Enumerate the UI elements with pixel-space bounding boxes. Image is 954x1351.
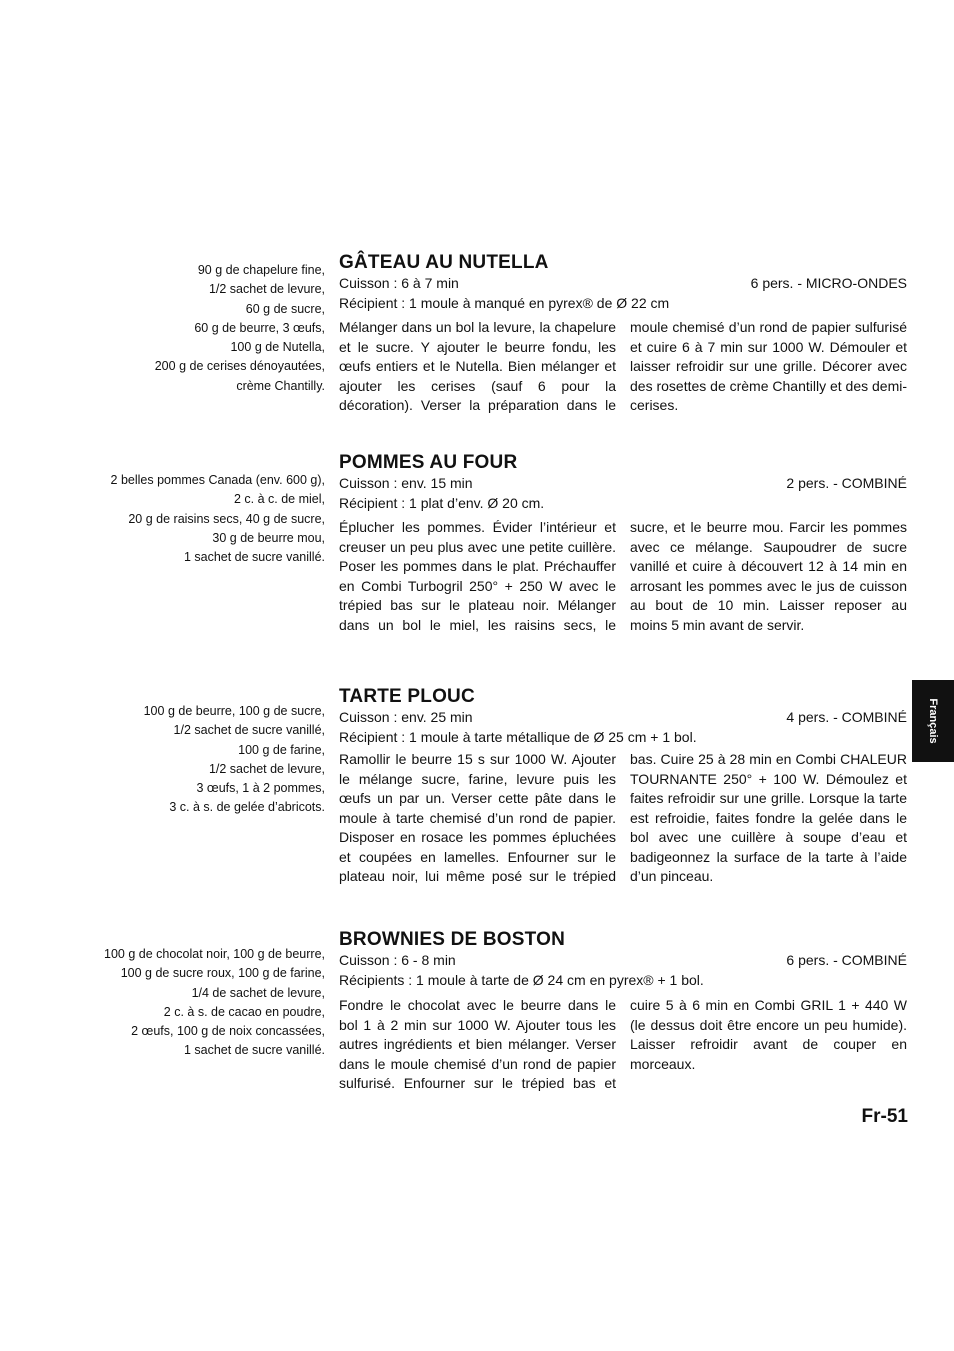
servings-mode: 4 pers. - COMBINÉ — [786, 709, 907, 725]
ingredient-line: 200 g de cerises dénoyautées, — [154, 359, 325, 374]
ingredient-line: 1/2 sachet de levure, — [208, 282, 325, 297]
ingredient-line: 2 c. à c. de miel, — [233, 492, 325, 507]
recipe-container: Récipient : 1 moule à tarte métallique de Ø 25 cm + 1 bol. — [339, 728, 697, 745]
recipe-main — [339, 929, 907, 1094]
recipe-meta — [339, 708, 907, 728]
recipe-title: POMMES AU FOUR — [339, 452, 518, 473]
recipe-main — [339, 686, 907, 887]
ingredient-line: 3 c. à s. de gelée d’abricots. — [169, 800, 325, 815]
servings-mode: 6 pers. - MICRO-ONDES — [750, 275, 907, 291]
ingredient-line: 20 g de raisins secs, 40 g de sucre, — [128, 511, 325, 526]
language-tab-label: Français — [927, 698, 939, 744]
ingredient-list — [25, 945, 325, 1061]
ingredient-line: 60 g de sucre, — [245, 301, 325, 316]
recipe-meta — [339, 474, 907, 494]
recipe-main — [339, 452, 907, 635]
ingredient-line: 1 sachet de sucre vanillé. — [183, 1043, 325, 1058]
ingredient-line: 1/4 de sachet de levure, — [191, 985, 325, 1000]
ingredient-line: 60 g de beurre, 3 œufs, — [194, 320, 325, 335]
ingredient-line: 1 sachet de sucre vanillé. — [183, 550, 325, 565]
recipe-container: Récipient : 1 moule à manqué en pyrex® de Ø 22 cm — [339, 294, 670, 311]
recipe-instructions: Ramollir le beurre 15 s sur 1000 W. Ajouter le mélange sucre, farine, levure puis les œufs un par un. Verser cette pâte dans le moule à tarte chemisé d’un rond de papier. Disposer en rosace les pommes épluchées et coupées en lamelles. Enfourner sur le plateau noir, lui même posé sur le trépied bas. Cuire 25 à 28 min en Combi CHALEUR TOURNANTE 250° + 100 W. Démoulez et faites refroidir sur une grille. Lorsque la tarte est refroidie, faites fondre la gelée dans le bol avec une cuillère à soupe d’eau et badigeonnez la surface de la tarte à l’aide d’un pinceau. — [339, 751, 907, 884]
recipe-title: BROWNIES DE BOSTON — [339, 929, 565, 950]
ingredient-line: 3 œufs, 1 à 2 pommes, — [196, 781, 325, 796]
recipe-meta — [339, 951, 907, 971]
ingredient-line: 2 belles pommes Canada (env. 600 g), — [110, 473, 325, 487]
ingredient-line: 100 g de sucre roux, 100 g de farine, — [120, 966, 325, 981]
recipe-instructions: Mélanger dans un bol la levure, la chapelure et le sucre. Y ajouter le beurre fondu, les œufs entiers et le Nutella. Bien mélanger et ajouter les cerises (sauf 6 pour la décoration). Verser la préparation dans le moule chemisé d’un rond de papier sulfurisé et cuire 6 à 7 min sur 1000 W. Démouler et laisser refroidir sur une grille. Décorer avec des rosettes de crème Chantilly et des demi-cerises. — [339, 319, 908, 413]
ingredient-line: 100 g de chocolat noir, 100 g de beurre, — [104, 947, 325, 961]
recipe-meta — [339, 274, 907, 294]
recipe-title: GÂTEAU AU NUTELLA — [339, 252, 549, 273]
ingredient-line: 100 g de Nutella, — [230, 340, 325, 355]
ingredient-line: 2 œufs, 100 g de noix concassées, — [131, 1024, 325, 1039]
cooking-time: Cuisson : 6 - 8 min — [339, 952, 456, 968]
ingredient-line: 1/2 sachet de sucre vanillé, — [173, 723, 325, 738]
ingredient-line: 30 g de beurre mou, — [212, 530, 325, 545]
ingredient-line: crème Chantilly. — [236, 378, 325, 393]
cooking-time: Cuisson : env. 15 min — [339, 475, 473, 491]
recipe-container: Récipients : 1 moule à tarte de Ø 24 cm en pyrex® + 1 bol. — [339, 971, 704, 988]
ingredient-line: 1/2 sachet de levure, — [208, 761, 325, 776]
ingredient-list — [25, 702, 325, 818]
ingredient-line: 100 g de farine, — [238, 742, 325, 757]
ingredient-line: 100 g de beurre, 100 g de sucre, — [143, 704, 325, 718]
ingredient-line: 90 g de chapelure fine, — [197, 263, 325, 277]
recipe-title: TARTE PLOUC — [339, 686, 475, 707]
ingredient-list — [25, 471, 325, 567]
cooking-time: Cuisson : 6 à 7 min — [339, 275, 459, 291]
language-tab — [912, 680, 954, 762]
ingredient-list — [25, 261, 325, 396]
ingredient-line: 2 c. à s. de cacao en poudre, — [163, 1004, 325, 1019]
servings-mode: 2 pers. - COMBINÉ — [786, 475, 907, 491]
page-number: Fr-51 — [861, 1106, 908, 1127]
recipe-container: Récipient : 1 plat d’env. Ø 20 cm. — [339, 494, 545, 511]
recipe-instructions: Fondre le chocolat avec le beurre dans le bol 1 à 2 min sur 1000 W. Ajouter tous les autres ingrédients et bien mélanger. Verser dans le moule chemisé d’un rond de papier sulfurisé. Enfourner sur le trépied bas et cuire 5 à 6 min en Combi GRIL 1 + 440 W (le dessus doit être encore un peu humide). Laisser refroidir avant de couper en morceaux. — [339, 997, 907, 1091]
servings-mode: 6 pers. - COMBINÉ — [786, 952, 907, 968]
cooking-time: Cuisson : env. 25 min — [339, 709, 473, 725]
recipe-instructions: Éplucher les pommes. Évider l’intérieur et creuser un peu plus avec une petite cuillère. Poser les pommes dans le plat. Préchauffer en Combi Turbogril 250° + 250 W avec le trépied bas sur le plateau noir. Mélanger dans un bol le miel, les raisins secs, le sucre, et le beurre mou. Farcir les pommes avec ce mélange. Saupoudrer de sucre vanillé et cuire à découvert 12 à 14 min en arrosant les pommes avec le jus de cuisson au bout de 10 min. Laisser reposer au moins 5 min avant de servir. — [339, 519, 907, 633]
recipe-main — [339, 252, 907, 416]
